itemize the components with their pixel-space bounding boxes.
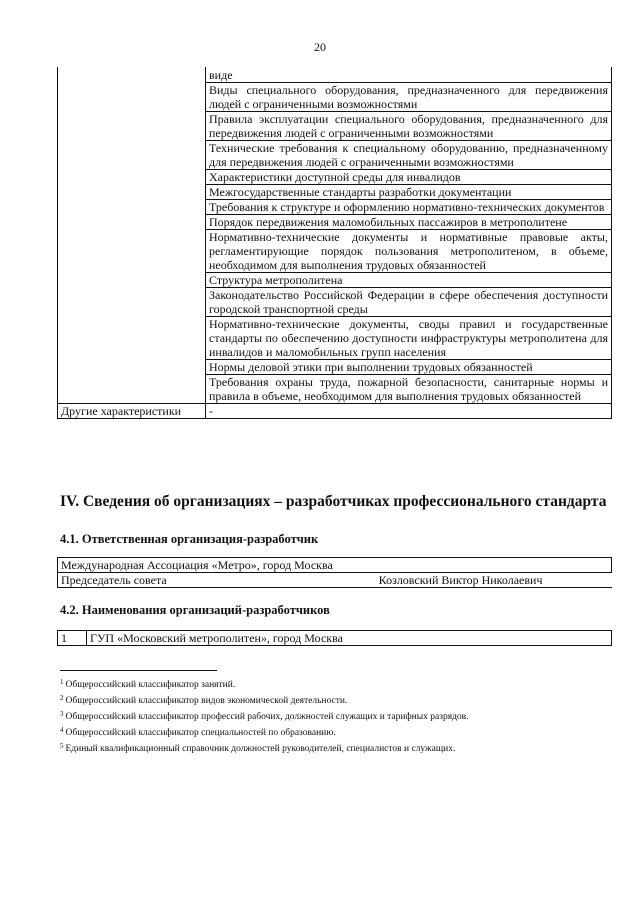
footnote-mark: 4 [60, 726, 64, 734]
knowledge-item: Законодательство Российской Федерации в сфере обеспечения доступности городской транспортной среды [206, 288, 612, 317]
footnote-text: Общероссийский классификатор профессий рабочих, должностей служащих и тарифных разрядов. [65, 712, 469, 722]
responsible-org-name: Международная Ассоциация «Метро», город Москва [58, 558, 612, 573]
footnote-mark: 2 [60, 694, 64, 702]
footnote [60, 708, 600, 724]
footnote-divider [60, 670, 217, 671]
footnote [60, 740, 600, 756]
knowledge-table [57, 67, 612, 419]
knowledge-item: Требования охраны труда, пожарной безопасности, санитарные нормы и правила в объеме, необходимом для выполнения трудовых обязанностей [206, 375, 612, 404]
table-row [58, 67, 612, 83]
footnotes [60, 676, 600, 756]
knowledge-item: Характеристики доступной среды для инвалидов [206, 170, 612, 185]
developer-orgs-table [57, 630, 612, 646]
developer-orgs-heading: 4.2. Наименования организаций-разработчиков [60, 603, 330, 617]
table-row [58, 404, 612, 419]
chair-position: Председатель совета [61, 573, 167, 587]
footnote-text: Единый квалификационный справочник должностей руководителей, специалистов и служащих. [65, 744, 456, 754]
knowledge-item: Нормативно-технические документы, своды правил и государственные стандарты по обеспечению доступности инфраструктуры метрополитена для инвалидов и маломобильных групп населения [206, 317, 612, 360]
other-characteristics-label: Другие характеристики [58, 404, 206, 419]
knowledge-item: Порядок передвижения маломобильных пассажиров в метрополитене [206, 215, 612, 230]
knowledge-label-cell [58, 67, 206, 404]
knowledge-item: Нормы деловой этики при выполнении трудовых обязанностей [206, 360, 612, 375]
footnote-text: Общероссийский классификатор занятий. [65, 680, 236, 690]
footnote-text: Общероссийский классификатор видов экономической деятельности. [65, 696, 348, 706]
table-row [58, 558, 612, 573]
knowledge-item: виде [206, 67, 612, 83]
footnote-text: Общероссийский классификатор специальностей по образованию. [65, 728, 336, 738]
knowledge-item: Требования к структуре и оформлению нормативно-технических документов [206, 200, 612, 215]
developer-org-name: ГУП «Московский метрополитен», город Москва [87, 631, 612, 646]
footnote [60, 676, 600, 692]
responsible-org-table [57, 557, 612, 588]
footnote-mark: 5 [60, 742, 64, 750]
knowledge-item: Нормативно-технические документы и нормативные правовые акты, регламентирующие порядок пользования метрополитеном, в объеме, необходимом для выполнения трудовых обязанностей [206, 230, 612, 273]
table-row [58, 631, 612, 646]
footnote [60, 724, 600, 740]
knowledge-item: Структура метрополитена [206, 273, 612, 288]
knowledge-item: Технические требования к специальному оборудованию, предназначенному для передвижения людей с ограниченными возможностями [206, 141, 612, 170]
knowledge-item: Правила эксплуатации специального оборудования, предназначенного для передвижения людей с ограниченными возможностями [206, 112, 612, 141]
footnote-mark: 3 [60, 710, 64, 718]
knowledge-item: Виды специального оборудования, предназначенного для передвижения людей с ограниченными возможностями [206, 83, 612, 112]
responsible-org-chair-cell [58, 573, 612, 588]
developer-org-number: 1 [58, 631, 87, 646]
page-number: 20 [314, 40, 326, 54]
knowledge-item: Межгосударственные стандарты разработки документации [206, 185, 612, 200]
responsible-org-heading: 4.1. Ответственная организация-разработчик [60, 532, 319, 546]
footnote-mark: 1 [60, 678, 64, 686]
other-characteristics-value: - [206, 404, 612, 419]
table-row [58, 573, 612, 588]
chair-person: Козловский Виктор Николаевич [378, 573, 543, 587]
section-title: IV. Сведения об организациях – разработчиках профессионального стандарта [60, 493, 607, 510]
footnote [60, 692, 600, 708]
